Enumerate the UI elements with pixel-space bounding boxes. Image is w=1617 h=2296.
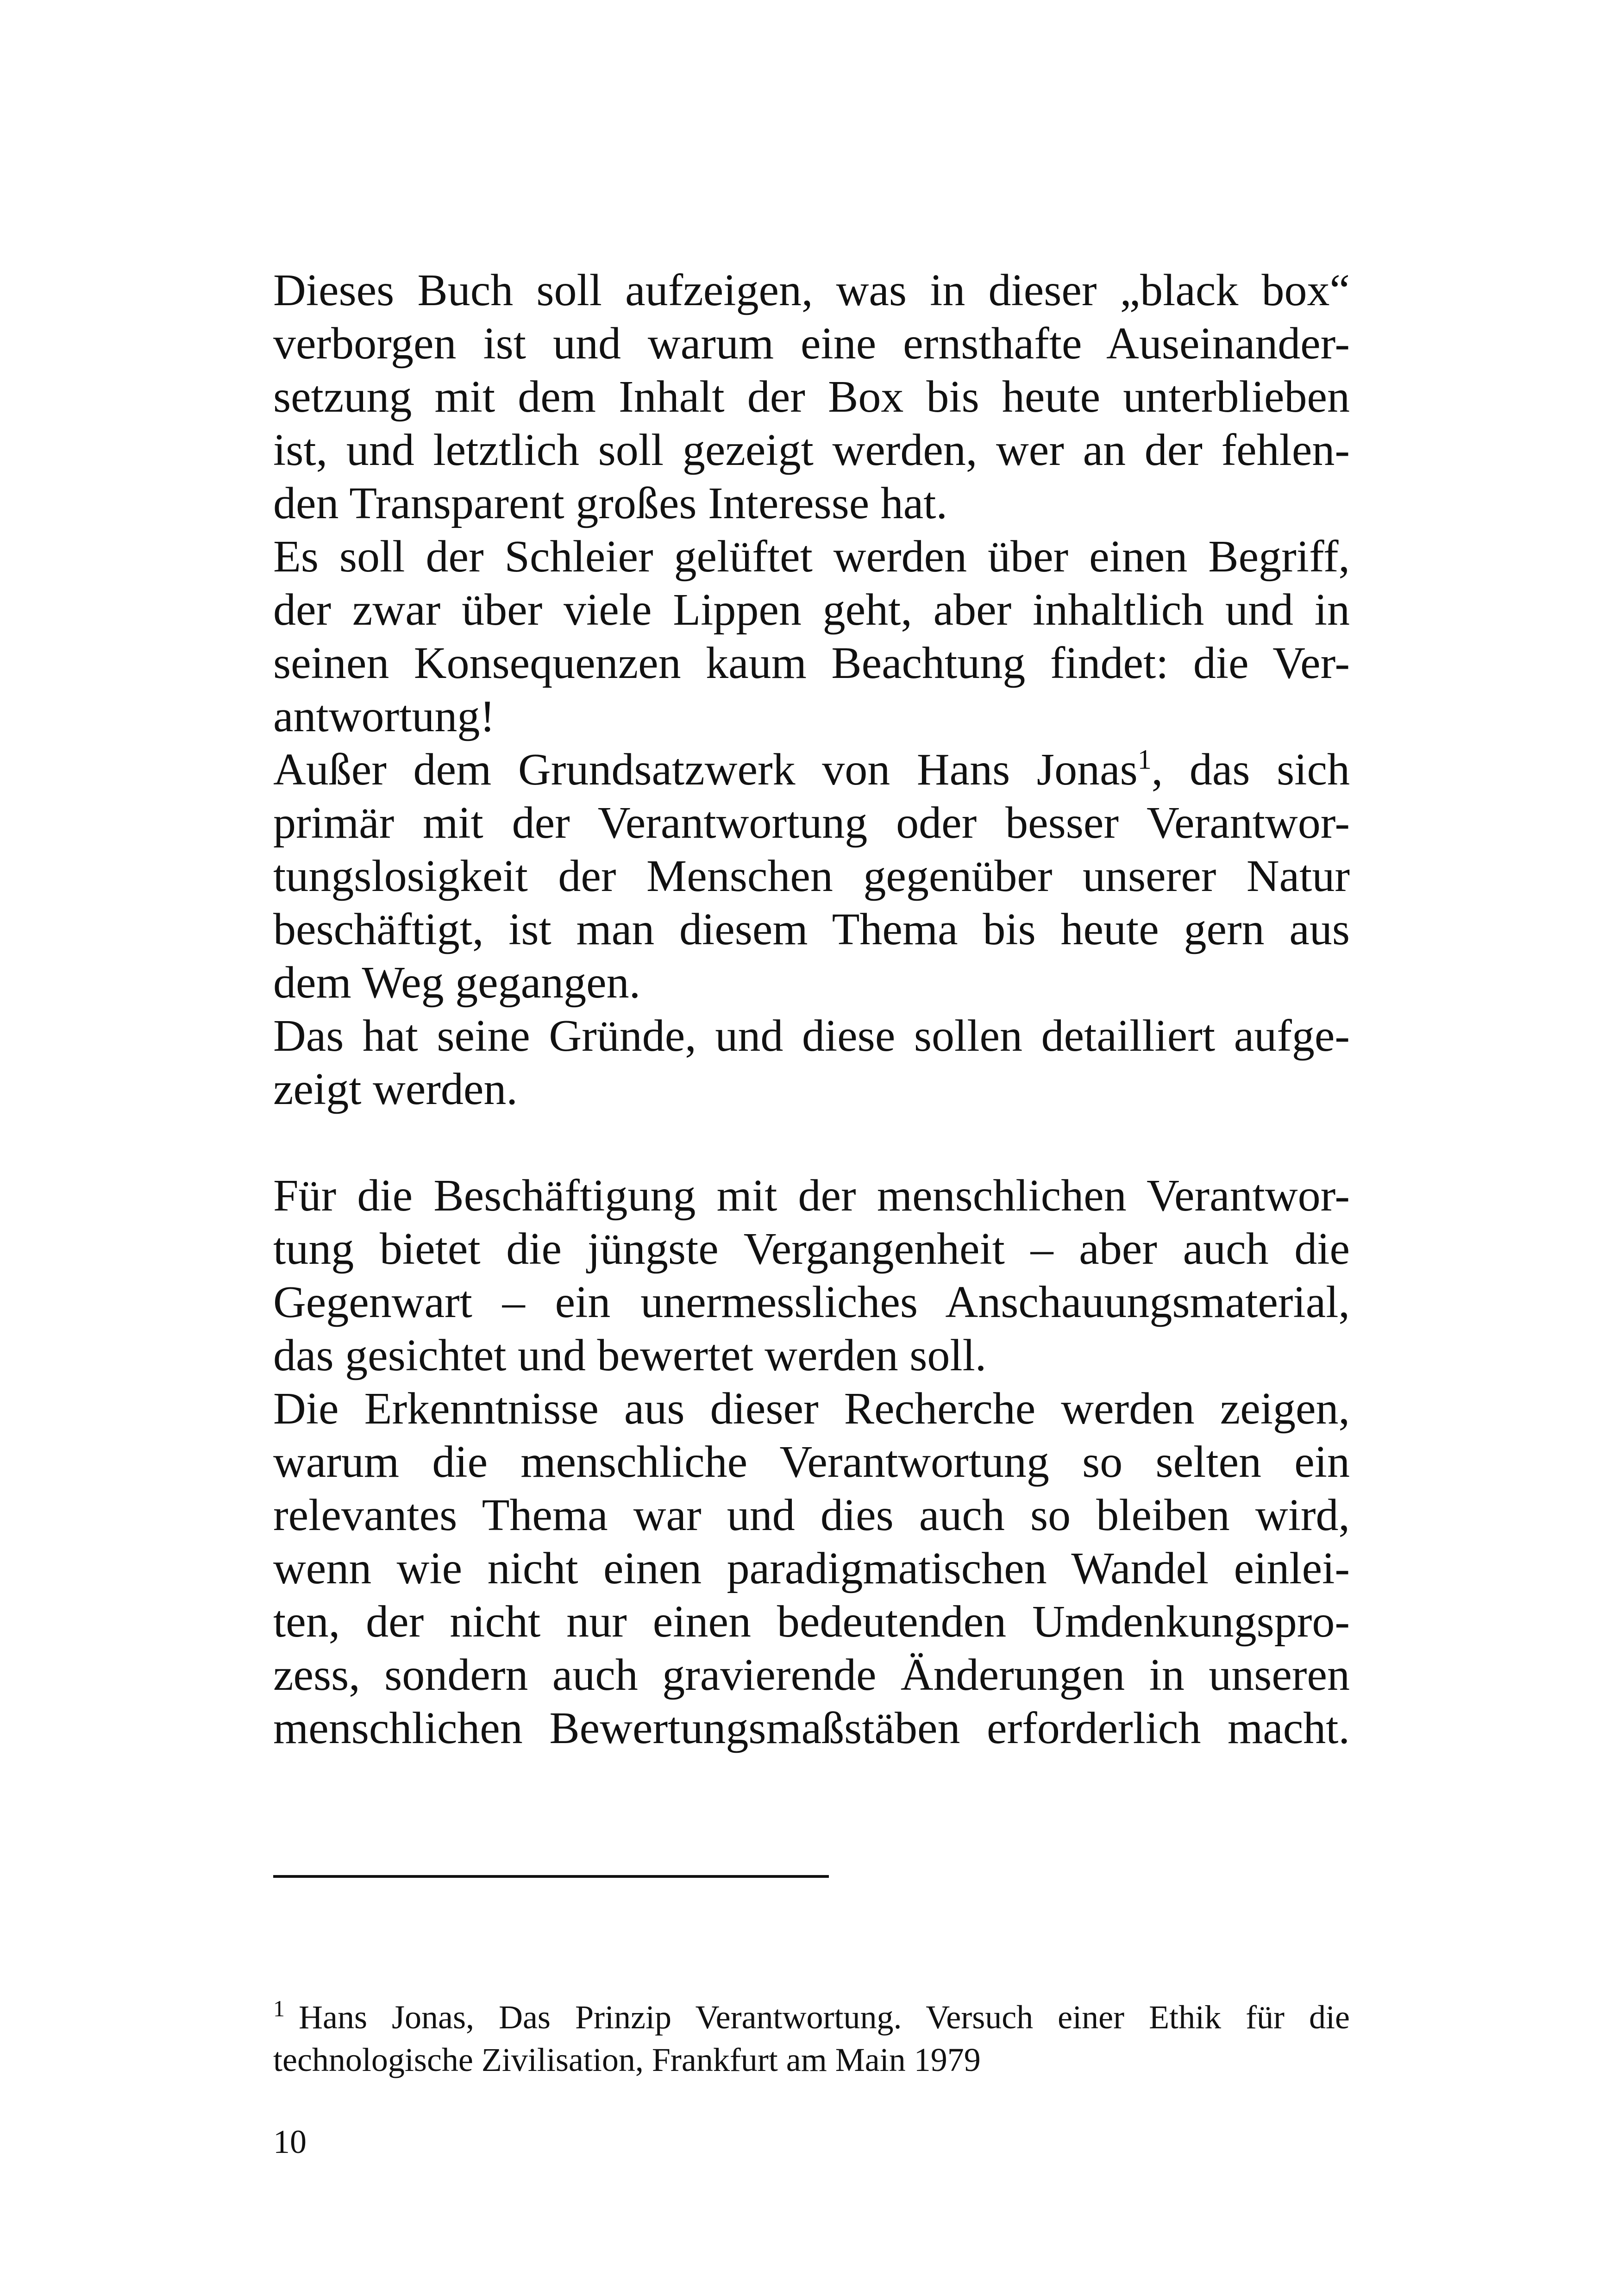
text-line: zeigt werden.: [273, 1064, 518, 1114]
text-line: antwortung!: [273, 691, 495, 741]
text-line: warum die menschliche Verantwortung so selten ein: [273, 1437, 1350, 1487]
text-line: der zwar über viele Lippen geht, aber inhaltlich und in: [273, 585, 1350, 635]
text-line: ist, und letztlich soll gezeigt werden, wer an der fehlen-: [273, 425, 1350, 475]
text-segment: Außer dem Grundsatzwerk von Hans Jonas: [273, 745, 1138, 795]
text-line: menschlichen Bewertungsmaßstäben erforderlich macht.: [273, 1703, 1350, 1753]
paragraph-gap: [273, 1116, 1350, 1169]
text-line: relevantes Thema war und dies auch so bleiben wird,: [273, 1490, 1350, 1540]
text-line: zess, sondern auch gravierende Änderungen in unseren: [273, 1650, 1350, 1700]
text-line: setzung mit dem Inhalt der Box bis heute unterblieben: [273, 372, 1350, 422]
footnote-line: technologische Zivilisation, Frankfurt am Main 1979: [273, 2041, 981, 2078]
text-line: wenn wie nicht einen paradigmatischen Wandel einlei-: [273, 1543, 1350, 1593]
text-line: primär mit der Verantwortung oder besser Verantwor-: [273, 798, 1350, 848]
text-line: dem Weg gegangen.: [273, 958, 641, 1008]
text-line-with-footnote-ref: [273, 743, 1350, 797]
text-segment: , das sich: [1151, 745, 1350, 795]
page-number: 10: [273, 2123, 307, 2160]
text-line: tungslosigkeit der Menschen gegenüber unserer Natur: [273, 851, 1350, 901]
text-line: Dieses Buch soll aufzeigen, was in dieser „black box“: [273, 265, 1350, 315]
text-line: das gesichtet und bewertet werden soll.: [273, 1330, 987, 1380]
text-line: verborgen ist und warum eine ernsthafte Auseinander-: [273, 319, 1350, 369]
footnote-reference: 1: [1137, 744, 1152, 775]
footnote-line: [273, 1996, 1350, 2039]
text-line: Gegenwart – ein unermessliches Anschauungsmaterial,: [273, 1277, 1350, 1327]
main-text: [273, 264, 1350, 1755]
footnote-text: Hans Jonas, Das Prinzip Verantwortung. Versuch einer Ethik für die: [299, 1999, 1350, 2036]
text-line: Für die Beschäftigung mit der menschlichen Verantwor-: [273, 1171, 1350, 1221]
text-line: beschäftigt, ist man diesem Thema bis heute gern aus: [273, 904, 1350, 954]
footnote-separator: [273, 1875, 829, 1878]
text-line: tung bietet die jüngste Vergangenheit – aber auch die: [273, 1224, 1350, 1274]
text-line: Die Erkenntnisse aus dieser Recherche werden zeigen,: [273, 1384, 1350, 1434]
text-line: Es soll der Schleier gelüftet werden über einen Begriff,: [273, 532, 1350, 582]
text-line: den Transparent großes Interesse hat.: [273, 478, 948, 528]
text-line: ten, der nicht nur einen bedeutenden Umdenkungspro-: [273, 1597, 1350, 1647]
text-line: seinen Konsequenzen kaum Beachtung findet: die Ver-: [273, 638, 1350, 688]
text-line: Das hat seine Gründe, und diese sollen detailliert aufge-: [273, 1011, 1350, 1061]
footnote: [273, 1996, 1350, 2081]
footnote-number: 1: [273, 1995, 285, 2021]
